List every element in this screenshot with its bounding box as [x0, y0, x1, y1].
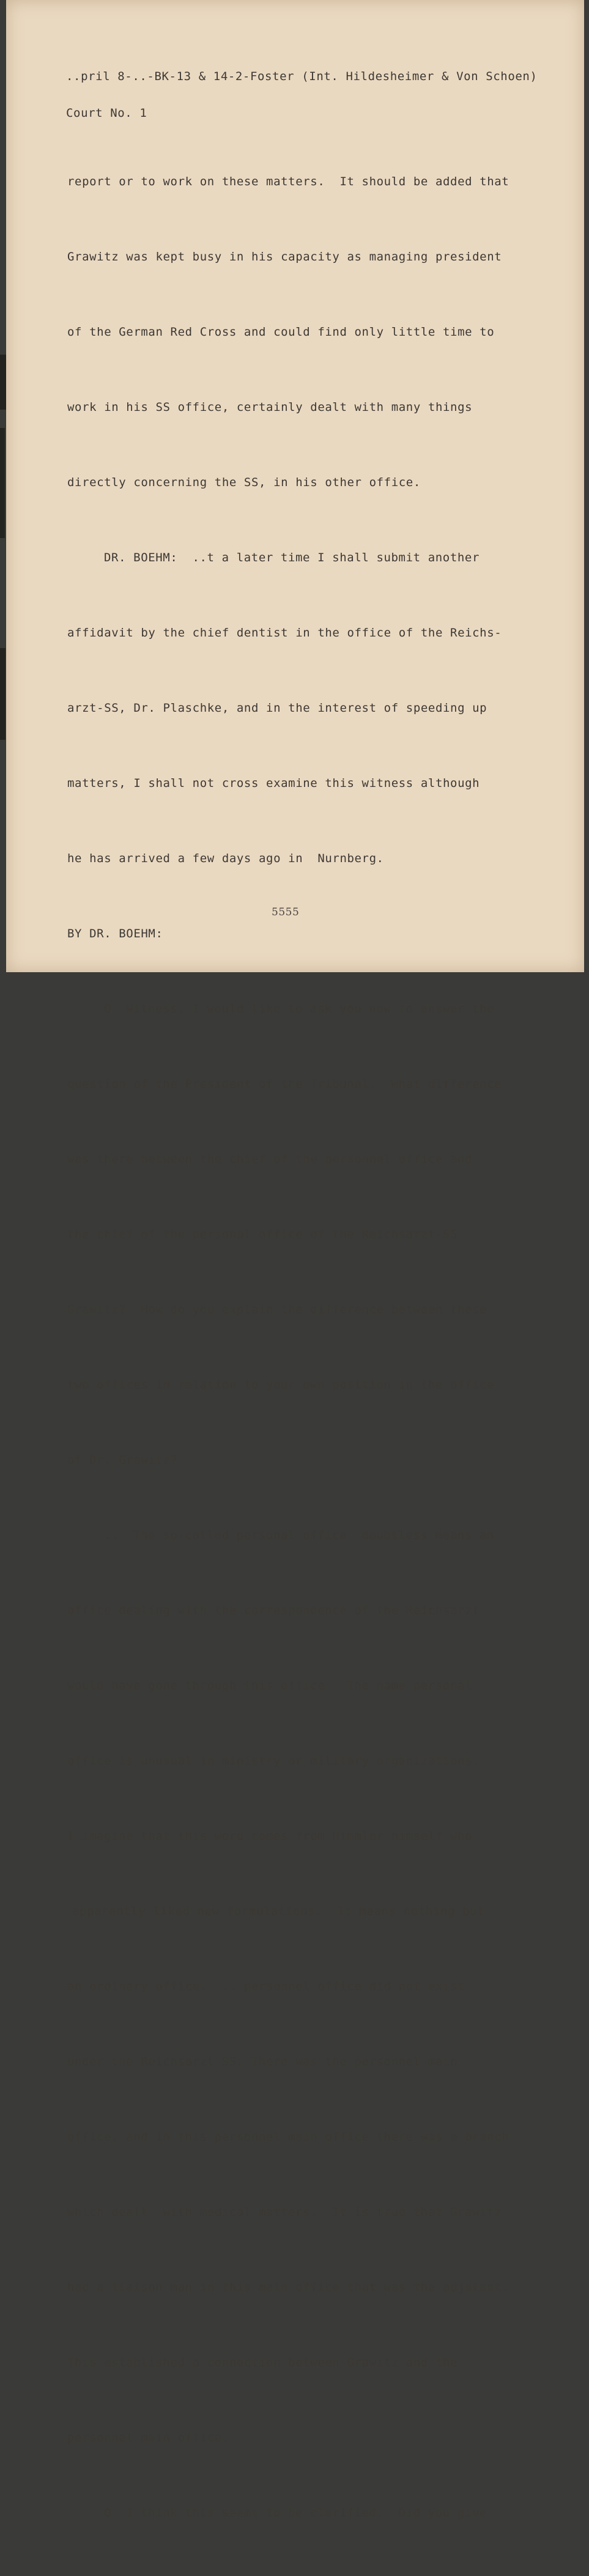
body-line: arzt-SS, Dr. Plaschke, and in the interest of speeding up	[67, 701, 487, 715]
body-line: which dealt with medical matters. It is true that Grawitz	[67, 2205, 502, 2219]
body-line: Grawitz was kept busy in his capacity as managing president	[67, 250, 502, 264]
document-body	[67, 119, 509, 2576]
body-line: matters, I shall not cross examine this witness although	[67, 777, 480, 790]
body-line: under the Reichsarzt-SS. There was the personnel main	[67, 2055, 458, 2069]
body-line: office, and in this personnel main office there was a branch	[67, 2130, 509, 2144]
body-line: office is unusual in ministry or military organizations.	[67, 1754, 480, 1768]
page-number: 5555	[272, 906, 300, 918]
header-line-1: ..pril 8-..-BK-13 & 14-2-Foster (Int. Hildesheimer & Von Schoen)	[66, 70, 538, 83]
body-line: This established a connection between Grawitz and the	[67, 2356, 458, 2369]
body-line: of the German Red Cross and could find only little time to	[67, 325, 495, 339]
body-line: directly concerning the SS, in his other office.	[67, 476, 421, 489]
body-line: .. The so-called personal office doubtless means an	[104, 1529, 495, 1542]
body-line: was there between the chief of the personnel office and	[67, 1153, 473, 1166]
body-line: BY DR. BOEHM:	[67, 927, 163, 940]
binding-edge-shadow	[0, 428, 5, 538]
document-page	[6, 0, 584, 2520]
body-line: of Dr. Grawitz?	[67, 1453, 178, 1467]
body-line: report or to work on these matters. It should be added that	[67, 175, 509, 188]
header-line-2: Court No. 1	[66, 106, 147, 120]
body-line: would have gone through this office. The name personal	[67, 1679, 473, 1692]
body-line: question of the President of the Tribunal. What difference	[67, 1077, 502, 1091]
body-line: Q Witness, I would like to ask you now to answer the	[104, 1002, 495, 1016]
body-line: I imagine that this word comes from Himmler himself who	[67, 1829, 473, 1843]
body-line: affidavit by the chief dentist in the office of the Reichs-	[67, 626, 502, 640]
body-line: two offices in relation to your own position in the office	[67, 1378, 495, 1392]
body-line: had a liaison man in this main office that was the adjutant.	[67, 2281, 509, 2294]
body-line: DR. BOEHM: ..t a later time I shall submit another	[104, 551, 480, 564]
body-line: apparently liked new formulations. It means nothing but	[72, 1905, 485, 1918]
body-line: Q I think this seems to be clarified. Did you give	[104, 2506, 487, 2520]
body-line: he has arrived a few days ago in Nurnberg.	[67, 852, 384, 865]
binding-edge-shadow	[0, 355, 6, 410]
body-line: the chief of the personal office of the Reichsarzt-SS	[67, 1228, 458, 1241]
body-line: office dealing with the correspondence of the Reichsarzt	[67, 1604, 480, 1617]
binding-edge-shadow	[0, 648, 6, 740]
body-line: personnel main office.	[67, 2431, 229, 2445]
body-line: an ordinary office. .. personnel office did not exist	[67, 1980, 465, 1993]
body-line: work in his SS office, certainly dealt with many things	[67, 400, 473, 414]
body-line: Grawitz? How do you explain the difference between these	[67, 1303, 487, 1316]
